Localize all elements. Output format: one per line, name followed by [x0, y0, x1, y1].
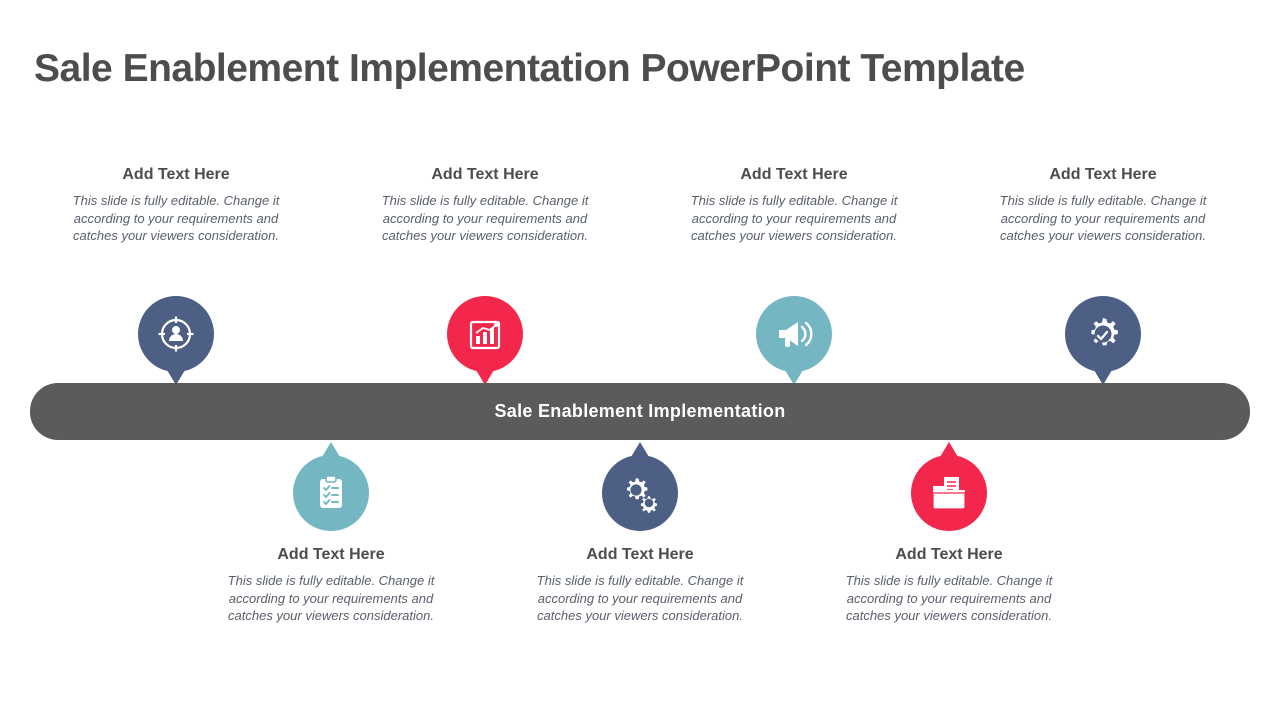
text-block-7 — [844, 546, 1054, 625]
gear-settings-icon — [1082, 313, 1124, 355]
text-block-1-body: This slide is fully editable. Change it according to your requirements and catches your viewers consideration. — [72, 193, 280, 243]
cogs-icon — [619, 472, 661, 514]
text-block-4-body: This slide is fully editable. Change it according to your requirements and catches your viewers consideration. — [999, 193, 1207, 243]
text-block-6-body: This slide is fully editable. Change it according to your requirements and catches your viewers consideration. — [536, 573, 744, 623]
text-block-7-title: Add Text Here — [895, 546, 1003, 563]
text-block-3-body: This slide is fully editable. Change it according to your requirements and catches your viewers consideration. — [690, 193, 898, 243]
node-marker-5[interactable] — [293, 455, 369, 531]
megaphone-icon — [773, 314, 815, 354]
bar-chart-growth-icon — [465, 314, 505, 354]
text-block-5 — [226, 546, 436, 625]
target-user-icon — [156, 314, 196, 354]
node-marker-3[interactable] — [756, 296, 832, 372]
text-block-2 — [380, 166, 590, 245]
checklist-clipboard-icon — [311, 473, 351, 513]
node-marker-2[interactable] — [447, 296, 523, 372]
text-block-1 — [71, 166, 281, 245]
node-marker-4[interactable] — [1065, 296, 1141, 372]
text-block-3-title: Add Text Here — [740, 166, 848, 183]
center-bar — [30, 383, 1250, 440]
folder-documents-icon — [928, 473, 970, 513]
node-marker-1[interactable] — [138, 296, 214, 372]
text-block-6 — [535, 546, 745, 625]
pin-tail — [322, 442, 340, 457]
text-block-6-title: Add Text Here — [586, 546, 694, 563]
text-block-2-body: This slide is fully editable. Change it according to your requirements and catches your viewers consideration. — [381, 193, 589, 243]
text-block-4 — [998, 166, 1208, 245]
center-bar-label: Sale Enablement Implementation — [494, 401, 786, 421]
node-marker-7[interactable] — [911, 455, 987, 531]
pin-tail — [940, 442, 958, 457]
text-block-7-body: This slide is fully editable. Change it according to your requirements and catches your viewers consideration. — [845, 573, 1053, 623]
pin-tail — [631, 442, 649, 457]
text-block-3 — [689, 166, 899, 245]
text-block-5-title: Add Text Here — [277, 546, 385, 563]
text-block-5-body: This slide is fully editable. Change it according to your requirements and catches your viewers consideration. — [227, 573, 435, 623]
page-title: Sale Enablement Implementation PowerPoint Template — [34, 47, 1025, 90]
text-block-4-title: Add Text Here — [1049, 166, 1157, 183]
node-marker-6[interactable] — [602, 455, 678, 531]
text-block-1-title: Add Text Here — [122, 166, 230, 183]
text-block-2-title: Add Text Here — [431, 166, 539, 183]
